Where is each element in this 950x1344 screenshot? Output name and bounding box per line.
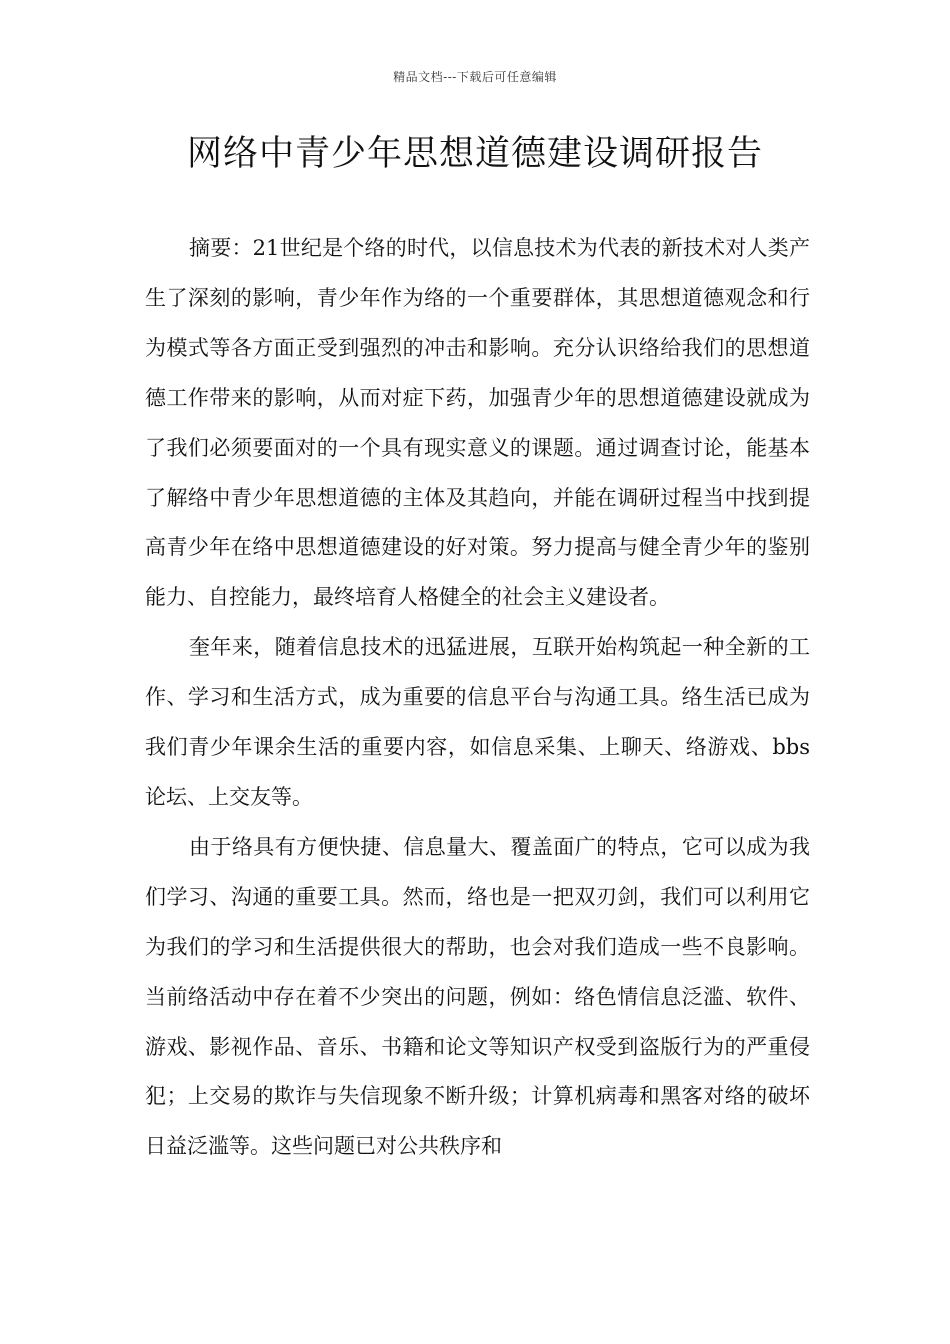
header-note: 精品文档---下载后可任意编辑	[393, 70, 557, 84]
paragraph-abstract: 摘要：21世纪是个络的时代，以信息技术为代表的新技术对人类产生了深刻的影响，青少年作为络的一个重要群体，其思想道德观念和行为模式等各方面正受到强烈的冲击和影响。充分认识络给我们的思想道德工作带来的影响，从而对症下药，加强青少年的思想道德建设就成为了我们必须要面对的一个具有现实意义的课题。通过调查讨论，能基本了解络中青少年思想道德的主体及其趋向，并能在调研过程当中找到提高青少年在络中思想道德建设的好对策。努力提高与健全青少年的鉴别能力、自控能力，最终培育人格健全的社会主义建设者。	[145, 236, 810, 610]
document-body	[145, 224, 810, 1172]
document-title: 网络中青少年思想道德建设调研报告	[186, 134, 763, 174]
paragraph-internet-issues: 由于络具有方便快捷、信息量大、覆盖面广的特点，它可以成为我们学习、沟通的重要工具。然而，络也是一把双刃剑，我们可以利用它为我们的学习和生活提供很大的帮助，也会对我们造成一些不良影响。当前络活动中存在着不少突出的问题，例如：络色情信息泛滥、软件、游戏、影视作品、音乐、书籍和论文等知识产权受到盗版行为的严重侵犯；上交易的欺诈与失信现象不断升级；计算机病毒和黑客对络的破坏日益泛滥等。这些问题已对公共秩序和	[145, 834, 810, 1159]
paragraph-internet-life: 奎年来，随着信息技术的迅猛进展，互联开始构筑起一种全新的工作、学习和生活方式，成为重要的信息平台与沟通工具。络生活已成为我们青少年课余生活的重要内容，如信息采集、上聊天、络游戏、bbs论坛、上交友等。	[145, 635, 810, 809]
